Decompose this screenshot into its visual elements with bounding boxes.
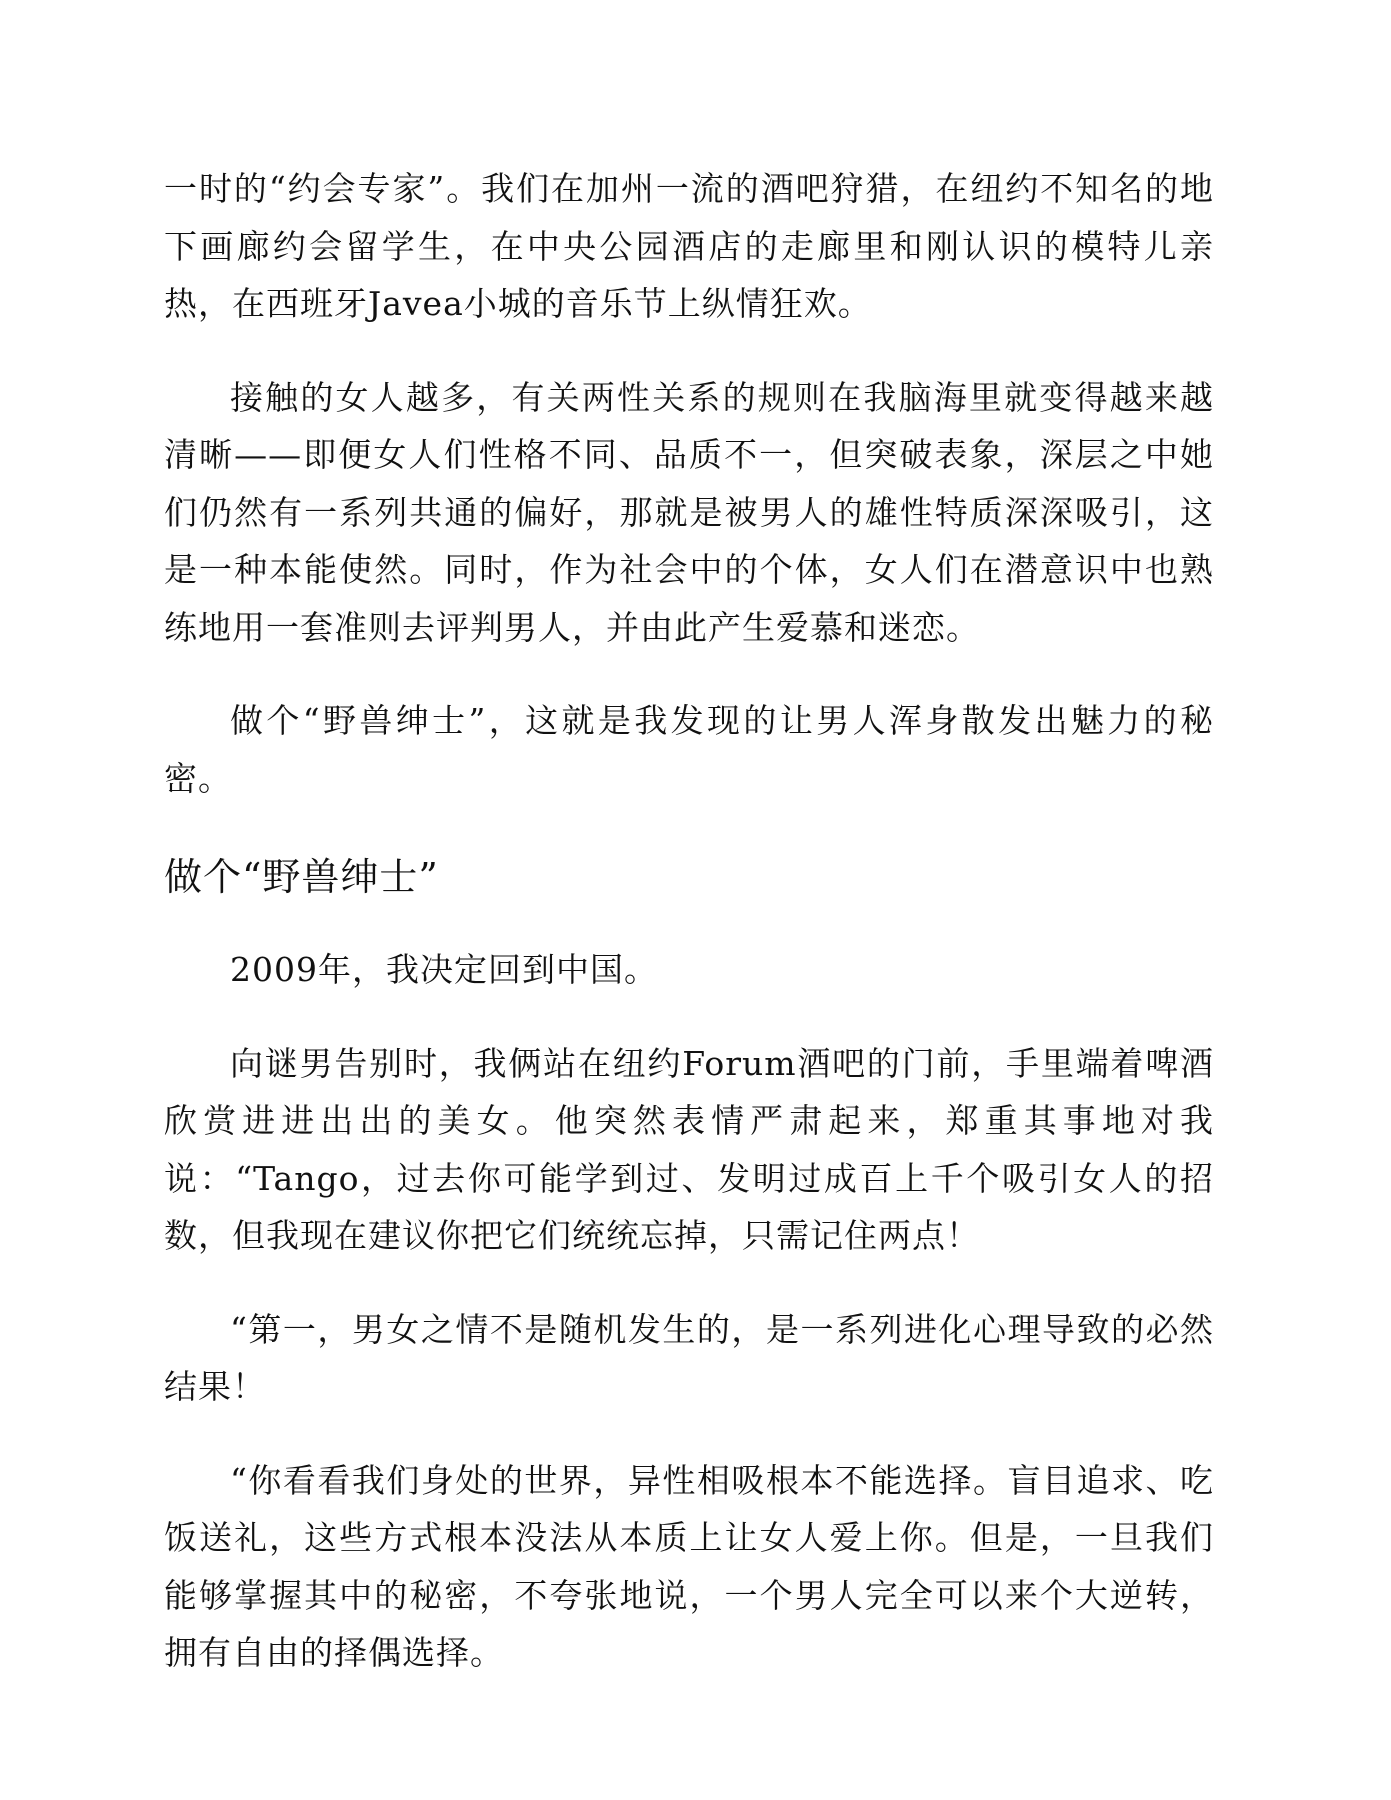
paragraph-dating-experts: 一时的“约会专家”。我们在加州一流的酒吧狩猎，在纽约不知名的地下画廊约会留学生，在中央公园酒店的走廊里和刚认识的模特儿亲热，在西班牙Javea小城的音乐节上纵情狂欢。 <box>164 169 1214 323</box>
paragraph-return-to-china: 2009年，我决定回到中国。 <box>230 950 658 989</box>
paragraph-world-attraction: “你看看我们身处的世界，异性相吸根本不能选择。盲目追求、吃饭送礼，这些方式根本没法从本质上让女人爱上你。但是，一旦我们能够掌握其中的秘密，不夸张地说，一个男人完全可以来个大逆转，拥有自由的择偶选择。 <box>164 1460 1214 1672</box>
paragraph-rules-of-attraction: 接触的女人越多，有关两性关系的规则在我脑海里就变得越来越清晰——即便女人们性格不同、品质不一，但突破表象，深层之中她们仍然有一系列共通的偏好，那就是被男人的雄性特质深深吸引，这是一种本能使然。同时，作为社会中的个体，女人们在潜意识中也熟练地用一套准则去评判男人，并由此产生爱慕和迷恋。 <box>164 377 1214 647</box>
paragraph-beast-gentleman-secret: 做个“野兽绅士”，这就是我发现的让男人浑身散发出魅力的秘密。 <box>164 701 1214 798</box>
paragraph-point-one: “第一，男女之情不是随机发生的，是一系列进化心理导致的必然结果！ <box>164 1309 1214 1406</box>
paragraph-farewell-mystery: 向谜男告别时，我俩站在纽约Forum酒吧的门前，手里端着啤酒欣赏进进出出的美女。他突然表情严肃起来，郑重其事地对我说：“Tango，过去你可能学到过、发明过成百上千个吸引女人的招数，但我现在建议你把它们统统忘掉，只需记住两点！ <box>164 1043 1214 1255</box>
document-page <box>164 160 1214 1682</box>
section-heading: 做个“野兽绅士” <box>164 855 439 899</box>
